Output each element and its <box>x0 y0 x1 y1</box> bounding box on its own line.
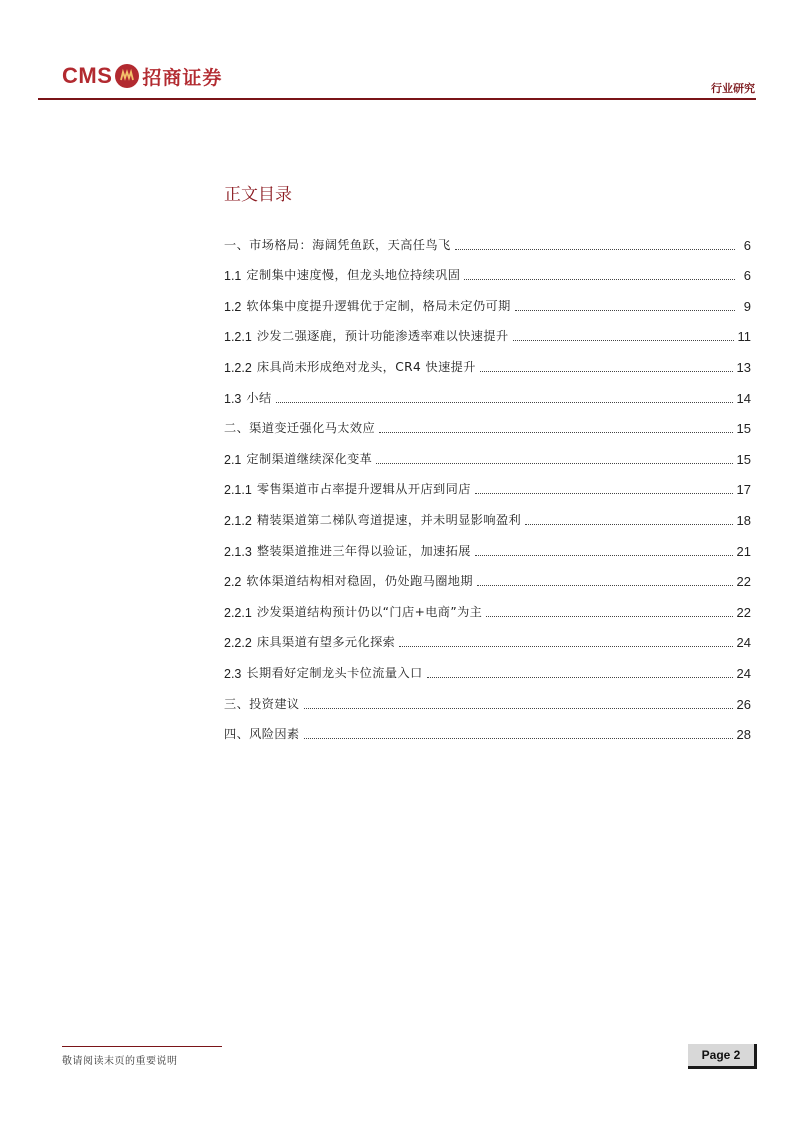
toc-entry-page: 22 <box>736 604 751 620</box>
toc-entry-number: 1.2.2 <box>224 360 252 375</box>
toc-dot-leader <box>480 370 733 372</box>
toc-dot-leader <box>477 584 733 586</box>
toc-entry[interactable] <box>224 467 751 498</box>
toc-entry-number: 1.2 <box>224 299 242 314</box>
toc-dot-leader <box>515 309 735 311</box>
toc-entry[interactable] <box>224 497 751 528</box>
toc-entry-page: 18 <box>736 512 751 528</box>
toc-entry-number: 2.1.3 <box>224 544 252 559</box>
toc-entry-page: 9 <box>743 298 751 314</box>
toc-entry[interactable] <box>224 283 751 314</box>
toc-entry-label: 床具尚未形成绝对龙头，CR4 快速提升 <box>256 359 476 374</box>
toc-dot-leader <box>475 492 733 494</box>
toc-entry-page: 11 <box>737 329 751 345</box>
toc-entry[interactable] <box>224 528 751 559</box>
toc-entry-label: 床具渠道有望多元化探索 <box>256 635 396 650</box>
toc-entry-page: 15 <box>736 451 751 467</box>
toc-entry[interactable] <box>224 375 751 406</box>
toc-entry-label: 沙发渠道结构预计仍以“门店+电商”为主 <box>256 604 483 619</box>
toc-entry-page: 24 <box>736 665 751 681</box>
toc-dot-leader <box>455 248 735 250</box>
toc-entry-number: 2.1.2 <box>224 513 252 528</box>
toc-dot-leader <box>513 339 734 341</box>
toc-entry-page: 26 <box>736 696 751 712</box>
toc-entry-number: 1.3 <box>224 391 242 406</box>
toc-entry-page: 24 <box>736 635 751 651</box>
toc-entry[interactable] <box>224 589 751 620</box>
toc-entry[interactable] <box>224 344 751 375</box>
toc-entry-number: 2.2 <box>224 575 242 590</box>
toc-dot-leader <box>304 737 733 739</box>
toc-entry[interactable] <box>224 406 751 437</box>
toc-entry[interactable] <box>224 559 751 590</box>
page-number-box <box>688 1044 758 1070</box>
toc-entry-label: 定制集中速度慢，但龙头地位持续巩固 <box>246 268 461 283</box>
toc-entry-page: 22 <box>736 574 751 590</box>
toc-entry-page: 14 <box>736 390 751 406</box>
page-number: Page 2 <box>688 1044 757 1069</box>
logo-emblem-icon <box>115 64 139 88</box>
disclaimer-note: 敬请阅读末页的重要说明 <box>62 1056 178 1067</box>
toc-entry[interactable] <box>224 712 751 743</box>
toc-entry-page: 15 <box>736 421 751 437</box>
toc-dot-leader <box>475 554 733 556</box>
toc-entry-number: 2.2.2 <box>224 636 252 651</box>
header-divider <box>38 98 756 100</box>
toc-entry-label: 零售渠道市占率提升逻辑从开店到同店 <box>256 482 471 497</box>
toc-entry-number: 1.2.1 <box>224 330 252 345</box>
toc-entry-number: 2.3 <box>224 666 242 681</box>
toc-dot-leader <box>525 523 732 525</box>
toc-entry[interactable] <box>224 681 751 712</box>
logo-latin-text: CMS <box>62 63 113 88</box>
toc-dot-leader <box>379 431 732 433</box>
toc-entry-number: 2.1 <box>224 452 242 467</box>
toc-dot-leader <box>399 645 732 647</box>
toc-entry-page: 21 <box>736 543 751 559</box>
toc-entry[interactable] <box>224 620 751 651</box>
footer-divider <box>62 1046 222 1047</box>
toc-entry-label: 精装渠道第二梯队弯道提速，并未明显影响盈利 <box>256 512 522 527</box>
toc-entry-page: 28 <box>736 727 751 743</box>
toc-entry-label: 小结 <box>246 390 272 405</box>
toc-dot-leader <box>376 462 732 464</box>
toc-entry-page: 6 <box>743 268 751 284</box>
report-category: 行业研究 <box>711 82 755 95</box>
toc-entry-page: 6 <box>743 237 751 253</box>
toc-dot-leader <box>304 707 733 709</box>
toc-entry[interactable] <box>224 253 751 284</box>
toc-entry-label: 长期看好定制龙头卡位流量入口 <box>246 665 423 680</box>
toc-entry[interactable] <box>224 650 751 681</box>
toc-entry-label: 三、投资建议 <box>224 696 300 711</box>
toc-dot-leader <box>427 676 733 678</box>
logo-chinese-text: 招商证券 <box>142 66 223 89</box>
toc-entry-page: 17 <box>736 482 751 498</box>
toc-entry-label: 软体集中度提升逻辑优于定制，格局未定仍可期 <box>246 298 511 313</box>
toc-dot-leader <box>464 278 735 280</box>
toc-title: 正文目录 <box>224 185 292 205</box>
toc-entry-number: 1.1 <box>224 269 242 284</box>
toc-entry-label: 整装渠道推进三年得以验证，加速拓展 <box>256 543 471 558</box>
toc-entry[interactable] <box>224 222 751 253</box>
cms-logo <box>62 62 222 90</box>
toc-entry-label: 四、风险因素 <box>224 727 300 742</box>
toc-entry-label: 一、市场格局：海阔凭鱼跃，天高任鸟飞 <box>224 237 451 252</box>
toc-entry-label: 沙发二强逐鹿，预计功能渗透率难以快速提升 <box>256 329 509 344</box>
toc-dot-leader <box>486 615 732 617</box>
table-of-contents <box>224 222 751 742</box>
toc-entry-page: 13 <box>736 359 751 375</box>
toc-entry-number: 2.2.1 <box>224 605 252 620</box>
toc-dot-leader <box>276 401 733 403</box>
toc-entry[interactable] <box>224 314 751 345</box>
toc-entry-label: 定制渠道继续深化变革 <box>246 451 373 466</box>
page-header <box>0 0 793 100</box>
toc-entry[interactable] <box>224 436 751 467</box>
toc-entry-number: 2.1.1 <box>224 483 252 498</box>
toc-entry-label: 二、渠道变迁强化马太效应 <box>224 421 376 436</box>
toc-entry-label: 软体渠道结构相对稳固，仍处跑马圈地期 <box>246 574 473 589</box>
